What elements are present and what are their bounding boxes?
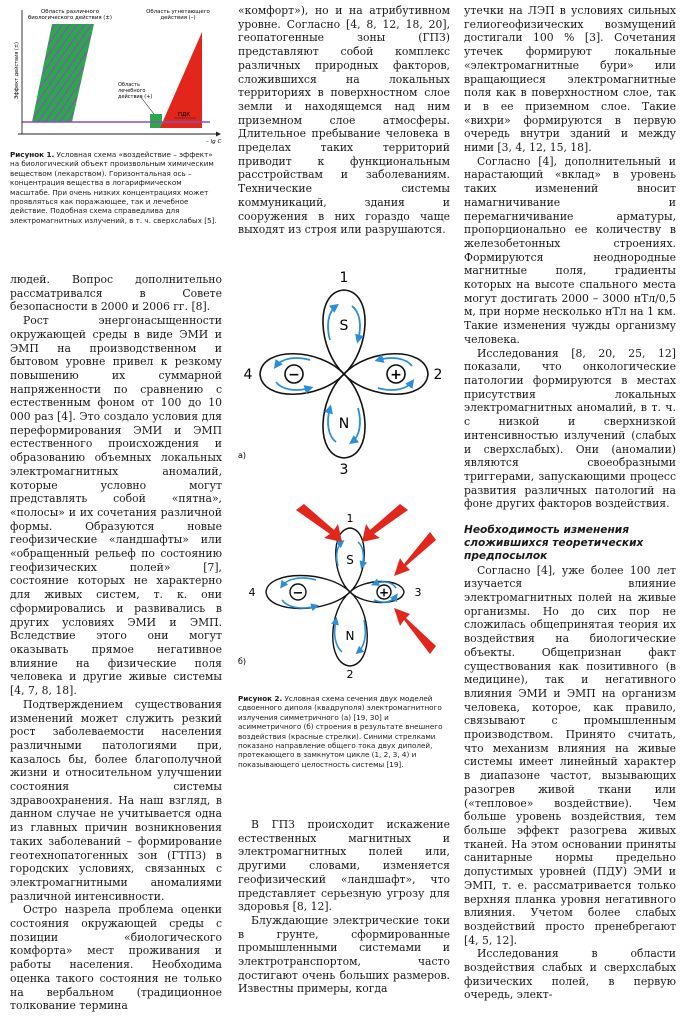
blue-current-arrow-icon	[335, 620, 342, 652]
label-3: 3	[339, 462, 349, 478]
section-heading: Необходимость изменения сложившихся теоретических предпосылок	[464, 524, 644, 563]
quadrupole-b-left-lobe	[266, 576, 350, 609]
pole-n-label: N	[338, 416, 350, 432]
blue-current-arrow-icon	[282, 578, 316, 586]
subfigure-b-label: б)	[238, 657, 247, 666]
y-axis-label: Эффект действия (±)	[14, 42, 20, 99]
blue-current-arrow-icon	[328, 408, 336, 442]
label-4: 4	[243, 367, 253, 383]
pole-n-label: N	[345, 629, 355, 643]
col3-paragraph-4: Согласно [4], уже более 100 лет изучается влияние электромагнитных полей на живые организмы. Но до сих пор не сложилась общепринятая теория их воздействия на биологические объекты. Общепризнан факт существования как позитивного (в медицине), так и негативного влияния ЭМИ и ЭМП на организм человека, которое, как правило, связывают с промышленным производством. Принято считать, что механизм влияния на живые системы имеет линейный характер в диапазоне частот, вызывающих разогрев живой ткани или («тепловое» воздействие). Чем больше уровень воздействия, тем больше эффект разогрева живых тканей. На этом основании приняты санитарные нормы предельно допустимых уровней (ПДУ) ЭМИ и ЭМП, т. е. рассматривается только верхняя планка уровня негативного влияния. Учетом более слабых воздействий просто пренебрегают [4, 5, 12].	[464, 563, 676, 947]
figure-2b-asymmetric-quadrupole	[238, 500, 450, 680]
pole-s-label: S	[339, 318, 349, 334]
red-external-force-arrow-icon	[394, 608, 436, 654]
col2-paragraph-2: В ГПЗ происходит искажение естественных магнитных и электромагнитных полей или, другими словами, изменяется геофизический «ландшафт», что представляет серьезную угрозу для здоровья [8, 12].	[238, 818, 450, 914]
column-3-text	[464, 4, 676, 1002]
red-external-force-arrow-icon	[296, 504, 342, 542]
column-2-bottom-text	[238, 818, 450, 996]
figure-2-caption	[238, 694, 450, 769]
column-2-top-text	[238, 4, 450, 237]
region-left-label-1: Область различного	[41, 9, 99, 15]
col3-paragraph-2: Согласно [4], дополнительный и нарастающий «вклад» в уровень таких изменений вносит намагничивание и перемагничивание арматуры, пропорционально ее количеству в железобетонных строениях. Формируются неоднородные магнитные поля, градиенты которых на высоте спального места могут достигать 2000 – 3000 нТл/0,5 м, при норме несколько нТл на 1 км. Такие изменения чужды организму человека.	[464, 154, 676, 346]
red-external-force-arrow-icon	[394, 532, 436, 576]
label-2: 2	[346, 668, 354, 680]
label-2: 2	[433, 367, 443, 383]
col2-paragraph-1: «комфорт»), но и на атрибутивном уровне. Согласно [4, 8, 12, 18, 20], геопатогенные зоны (ГПЗ) представляют собой комплекс различных природных факторов, сложившихся на локальных территориях в поверхностном слое земли и находящемся над ним приземном слое атмосферы. Длительное пребывание человека в пределах таких территорий приводит к функциональным расстройствам и заболеваниям. Технические системы коммуникаций, здания и сооружения в них гораздо чаще выходят из строя или разрушаются.	[238, 4, 450, 237]
blue-current-arrow-icon	[358, 542, 363, 566]
treatment-region	[150, 114, 162, 128]
column-1-text	[10, 273, 222, 1013]
quadrupole-a-right-lobe	[344, 354, 428, 395]
figure-1-dose-effect-diagram	[10, 4, 222, 144]
figure-2-caption-title: Рисунок 2.	[238, 694, 283, 703]
col1-paragraph-4: Остро назрела проблема оценки состояния окружающей среды с позиции «биологического комфорта» мест проживания и работы населения. Необходима оценка такого состояния не только на вербальном (традиционное толкование термина	[10, 903, 222, 1013]
red-external-force-arrow-icon	[362, 504, 408, 542]
label-3: 3	[414, 586, 422, 599]
region-left-label-2: биологического действия (±)	[27, 15, 113, 21]
blue-current-arrow-icon	[352, 306, 360, 340]
figure-1-caption-text: Условная схема «воздействие – эффект» на биологический объект произвольным химическим веществом (лекарством). Горизонтальная ось – концентрация вещества в логарифмическом масштабе. При очень низких концентрациях может проявляться как поражающее, так и лечебное действие. Подобная схема справедлива для электромагнитных излучений, в т. ч. сверхслабых [5].	[10, 150, 217, 225]
minus-sign: −	[288, 367, 300, 383]
figure-2a-symmetric-quadrupole	[238, 270, 450, 480]
label-4: 4	[248, 586, 256, 599]
subfigure-a-label: а)	[238, 451, 247, 460]
minus-sign: −	[292, 586, 304, 601]
plus-sign: +	[378, 585, 390, 600]
region-right-label-1: Область угнетающего	[146, 9, 210, 15]
blue-current-arrow-icon	[328, 306, 336, 340]
treatment-label-1: Область	[118, 82, 140, 88]
col3-paragraph-5: Исследования в области воздействия слабых и сверхслабых физических полей, в первую очередь, элект-	[464, 947, 676, 1002]
col1-paragraph-1: людей. Вопрос дополнительно рассматривался в Совете безопасности в 2000 и 2006 гг. [8].	[10, 273, 222, 314]
figure-1-caption-title: Рисунок 1.	[10, 150, 55, 159]
col2-paragraph-3: Блуждающие электрические токи в грунте, сформированные промышленными системами и электротранспортом, часто достигают очень больших размеров. Известны примеры, когда	[238, 913, 450, 996]
x-axis-label: – lg C	[206, 139, 222, 144]
treatment-label-3: действия (+)	[118, 94, 153, 100]
plus-sign: +	[390, 367, 402, 383]
pole-s-label: S	[346, 553, 354, 567]
blue-current-arrow-icon	[352, 408, 360, 442]
col1-paragraph-2: Рост энергонасыщенности окружающей среды в виде ЭМИ и ЭМП на производственном и бытовом уровне привел к резкому повышению их суммарной напряженности по сравнению с естественным фоном от 100 до 10 000 раз [4]. Это создало условия для переформирования ЭМИ и ЭМП естественного происхождения и образованию объемных локальных электромагнитных аномалий, которые условно могут представлять собой «пятна», «полосы» и их сочетания различной формы. Образуются новые геофизические «ландшафты» или «обращенный рельеф по состоянию геофизических полей» [7], состояние которых не характерно для живых систем, т. к. они сформировались и развивались в других условиях ЭМИ и ЭМП. Вследствие этого они могут оказывать прямое негативное влияние на физические поля человека и другие живые системы [4, 7, 8, 18].	[10, 314, 222, 698]
label-1: 1	[339, 270, 349, 286]
pdk-label: ПДК	[178, 112, 191, 118]
figure-2-caption-text: Условная схема сечения двух моделей сдвоенного диполя (квадруполя) электромагнитного излучения симметричного (а) [19, 30] и асимметричного (б) строения в результате внешнего воздействия (красные стрелки). Синими стрелками показано направление общего тока двух диполей, протекающего в замкнутом цикле (1, 2, 3, 4) и показывающего целостность системы [19].	[238, 694, 443, 769]
label-1: 1	[346, 512, 354, 525]
col3-paragraph-3: Исследования [8, 20, 25, 12] показали, что онкологические патологии формируются в местах присутствия локальных электромагнитных аномалий, в т. ч. с низкой и сверхнизкой интенсивностью излучений (слабых и сверхслабых). Они (аномалии) являются своеобразными триггерами, запускающими процесс развития различных патологий на фоне других факторов воздействия.	[464, 346, 676, 511]
figure-1-caption	[10, 150, 222, 225]
col3-paragraph-1: утечки на ЛЭП в условиях сильных гелиогеофизических возмущений достигали 100 % [3]. Сочетания утечек формируют локальные «электромагнитные бури» или вращающиеся электромагнитные поля как в поверхностном слое, так и в ее приземном слое. Такие «вихри» формируются в первую очередь внутри зданий и между ними [3, 4, 12, 15, 18].	[464, 4, 676, 155]
blue-current-arrow-icon	[337, 542, 342, 566]
blue-current-arrow-icon	[358, 620, 365, 652]
col1-paragraph-3: Подтверждением существования изменений может служить резкий рост заболеваемости населения различными патологиями при, казалось бы, более благополучной жизни и относительном улучшении состояния системы здравоохранения. На наш взгляд, в данном случае не учитывается одна из главных причин возникновения таких заболеваний – формирование геотехнопатогенных зон (ГТПЗ) в городских условиях, связанных с электромагнитными аномалиями различной интенсивности.	[10, 697, 222, 903]
treatment-label-2: лечебного	[118, 88, 146, 94]
quadrupole-a-left-lobe	[260, 354, 344, 395]
region-right-label-2: действия (–)	[160, 15, 196, 21]
